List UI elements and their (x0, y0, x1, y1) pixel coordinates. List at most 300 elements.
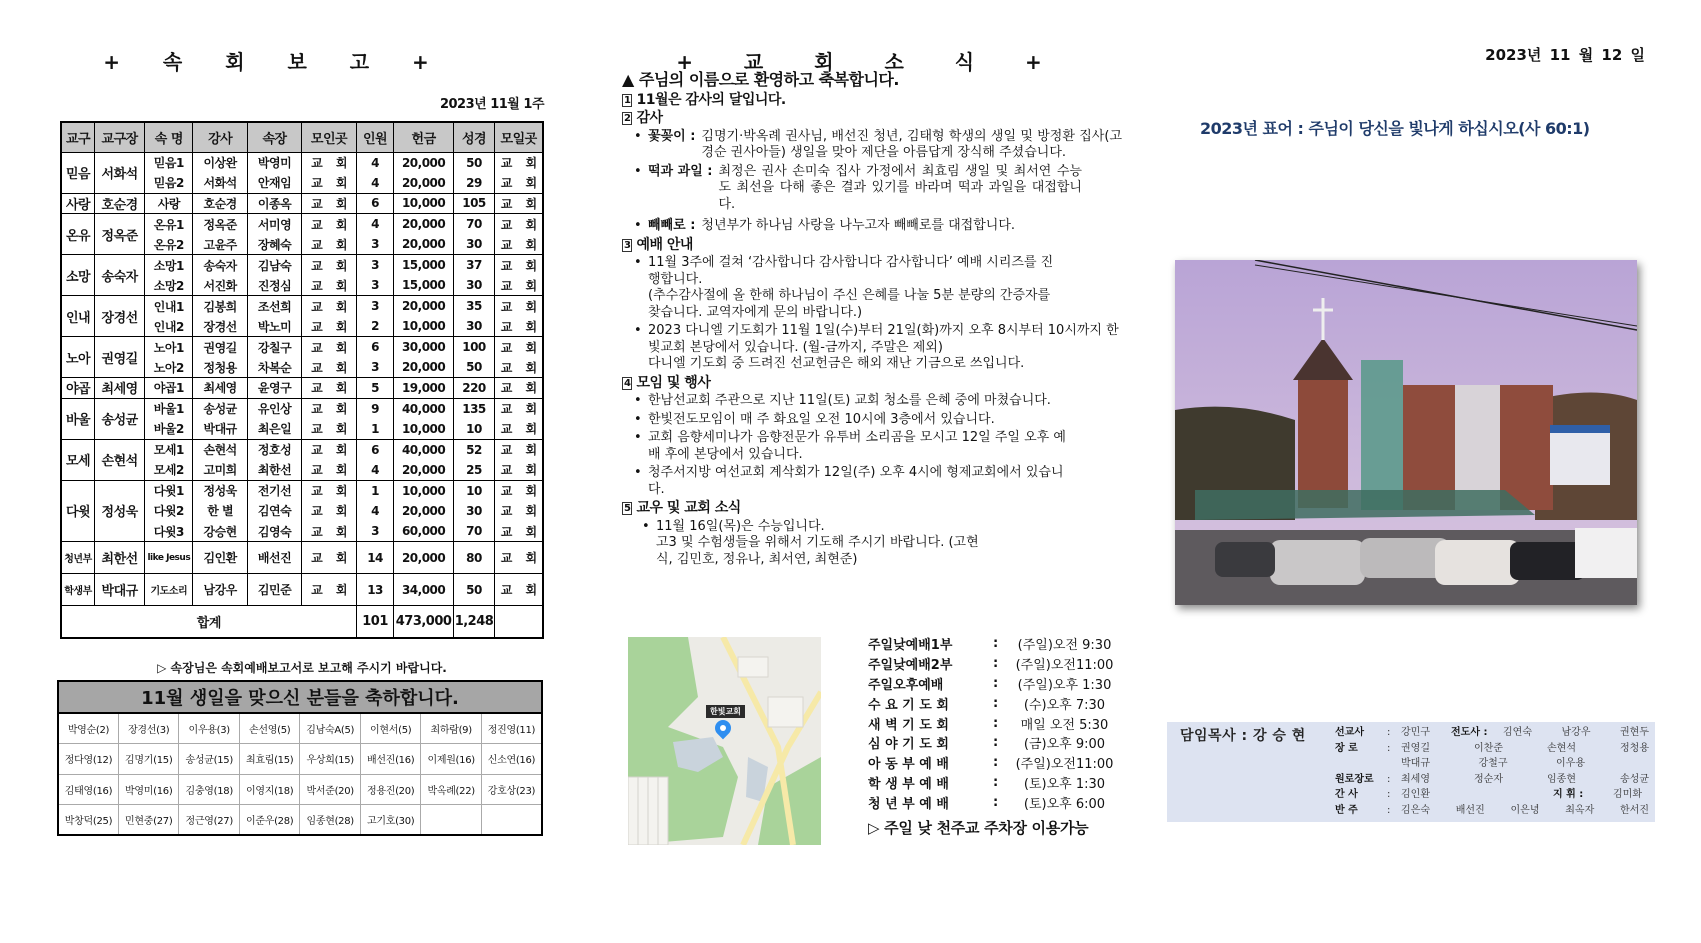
bible-chapters-cell: 30 (453, 234, 494, 255)
next-place-cell: 교 회 (495, 419, 543, 440)
meeting-place-cell: 교 회 (302, 521, 356, 542)
teacher-cell: 김인환 (193, 542, 247, 574)
service-time: (토)오후 6:00 (1023, 796, 1106, 812)
birthday-person: 박영순(2) (58, 713, 119, 744)
birthday-person: 최하람(9) (421, 713, 481, 744)
church-photo-graphic (1175, 260, 1637, 605)
meeting-place-cell: 교 회 (302, 357, 356, 378)
table-row (61, 574, 543, 606)
list-item (622, 255, 1122, 321)
bullet-icon: • (634, 430, 642, 445)
elder-names (1401, 741, 1655, 757)
bible-chapters-cell: 135 (453, 398, 494, 419)
staff-name: 임종현 (1547, 773, 1576, 785)
staff-name: 손현석 (1547, 742, 1576, 754)
birthday-person: 박옥례(22) (421, 774, 481, 805)
meeting-place-cell: 교 회 (302, 419, 356, 440)
offering-cell: 20,000 (394, 234, 453, 255)
colon-spacer (1387, 756, 1401, 772)
staff-name: 김은숙 (1401, 804, 1430, 816)
cell-name-cell: 다윗2 (145, 501, 193, 522)
colon: : (993, 656, 999, 672)
total-empty (495, 606, 543, 638)
birthday-person: 박영미(16) (119, 774, 179, 805)
bible-chapters-cell: 100 (453, 337, 494, 358)
meeting-place-cell: 교 회 (302, 480, 356, 501)
cell-leader-cell: 장혜숙 (247, 234, 301, 255)
table-row (61, 337, 543, 358)
offering-cell: 60,000 (394, 521, 453, 542)
district-cell: 노아 (61, 337, 95, 378)
teacher-cell: 서화석 (193, 173, 247, 194)
list-item (622, 519, 1122, 569)
birthday-person: 고기호(30) (360, 805, 420, 836)
staff-name: 박대규 (1401, 758, 1430, 769)
col-attendance: 인원 (356, 122, 394, 152)
cell-leader-cell: 김민준 (247, 574, 301, 606)
teacher-cell: 호순경 (193, 193, 247, 214)
birthday-person: 이준우(28) (239, 805, 299, 836)
bulletin-date: 2023년 11 월 12 일 (1485, 46, 1645, 64)
bullet-icon: • (634, 163, 642, 179)
total-offering: 473,000 (394, 606, 453, 638)
schedule-row (868, 753, 1118, 773)
cell-leader-cell: 강칠구 (247, 337, 301, 358)
bible-chapters-cell: 50 (453, 357, 494, 378)
attendance-cell: 4 (356, 460, 394, 481)
service-time: (수)오후 7:30 (1023, 697, 1106, 713)
total-count: 101 (356, 606, 394, 638)
schedule-row (868, 713, 1118, 733)
colon: : (993, 675, 999, 691)
service-schedule (868, 634, 1118, 838)
item-subtext: (추수감사절에 올 한해 하나님이 주신 은혜를 나눌 5분 분량의 간증자를 찾습니다. 교역자에게 문의 바랍니다.) (648, 288, 1051, 320)
section-title: 모임 및 행사 (636, 374, 711, 391)
teacher-cell: 정성욱 (193, 480, 247, 501)
birthday-person: 임종현(28) (300, 805, 361, 836)
next-place-cell: 교 회 (495, 214, 543, 235)
cell-name-cell: 다윗1 (145, 480, 193, 501)
section-number: 5 (624, 503, 631, 514)
bullet-icon: • (634, 393, 642, 408)
staff-row-elders-2 (1335, 756, 1655, 772)
district-cell: 바울 (61, 398, 95, 439)
meeting-place-cell: 교 회 (302, 296, 356, 317)
staff-row-steward (1335, 787, 1655, 803)
birthday-person: 김남숙A(5) (300, 713, 361, 744)
offering-cell: 19,000 (394, 378, 453, 399)
cell-leader-cell: 박노미 (247, 316, 301, 337)
item-text: 11월 16일(목)은 수능입니다. (656, 518, 825, 534)
attendance-cell: 3 (356, 357, 394, 378)
district-cell: 온유 (61, 214, 95, 255)
col-meeting-place: 모인곳 (302, 122, 356, 152)
item-text: 청주서지방 여선교회 계삭회가 12일(주) 오후 4시에 형제교회에서 있습니다. (648, 465, 1064, 497)
birthday-person: 이우용(3) (179, 713, 239, 744)
next-place-cell: 교 회 (495, 296, 543, 317)
next-place-cell: 교 회 (495, 173, 543, 194)
meeting-place-cell: 교 회 (302, 378, 356, 399)
birthday-person: 손선영(5) (239, 713, 299, 744)
district-leader-cell: 박대규 (95, 574, 145, 606)
meeting-place-cell: 교 회 (302, 275, 356, 296)
staff-name: 최옥자 (1565, 804, 1595, 816)
teacher-cell: 서진화 (193, 275, 247, 296)
attendance-cell: 4 (356, 214, 394, 235)
birthday-title: 11월 생일을 맞으신 분들을 축하합니다. (58, 681, 542, 713)
cell-name-cell: 바울2 (145, 419, 193, 440)
service-time: (토)오후 1:30 (1023, 776, 1106, 792)
meeting-place-cell: 교 회 (302, 234, 356, 255)
birthday-row (58, 713, 542, 744)
district-cell: 야곱 (61, 378, 95, 399)
cell-name-cell: 모세2 (145, 460, 193, 481)
next-place-cell: 교 회 (495, 501, 543, 522)
service-time: (주일)오전 9:30 (1017, 638, 1112, 654)
role-label: 선교사 (1335, 727, 1364, 738)
news-section-1 (622, 92, 1122, 109)
district-leader-cell: 최한선 (95, 542, 145, 574)
attendance-cell: 2 (356, 316, 394, 337)
cell-leader-cell: 정호성 (247, 439, 301, 460)
bible-chapters-cell: 80 (453, 542, 494, 574)
birthday-person: 박서준(20) (300, 774, 361, 805)
service-name: 심 야 기 도 회 (868, 737, 949, 753)
section-title: 11월은 감사의 달입니다. (636, 91, 786, 108)
cell-name-cell: 다윗3 (145, 521, 193, 542)
birthday-table (57, 680, 543, 836)
offering-cell: 34,000 (394, 574, 453, 606)
bible-chapters-cell: 30 (453, 316, 494, 337)
table-header-row (61, 122, 543, 152)
cell-name-cell: 노아2 (145, 357, 193, 378)
birthday-person: 이현서(5) (360, 713, 420, 744)
colon: : (993, 715, 999, 731)
birthday-person: 강호상(23) (481, 774, 542, 805)
meeting-place-cell: 교 회 (302, 460, 356, 481)
missionary-name: 강민구 (1401, 727, 1430, 738)
emeritus-names (1401, 772, 1655, 788)
offering-cell: 10,000 (394, 193, 453, 214)
report-week: 2023년 11월 1주 (439, 97, 544, 112)
schedule-row (868, 674, 1118, 694)
elder-names (1401, 756, 1655, 772)
attendance-cell: 3 (356, 521, 394, 542)
bible-chapters-cell: 30 (453, 275, 494, 296)
offering-cell: 20,000 (394, 460, 453, 481)
list-item (622, 323, 1122, 373)
section-number: 4 (624, 377, 631, 389)
cell-name-cell: 기도소리 (145, 574, 193, 606)
senior-pastor: 담임목사 : 강 승 현 (1180, 728, 1306, 744)
district-leader-cell: 권영길 (95, 337, 145, 378)
offering-cell: 15,000 (394, 255, 453, 276)
item-text: 김명기·박옥례 권사님, 배선진 청년, 김태형 학생의 생일 및 방정환 집사(고경순 권사아들) 생일을 맞아 제단을 아름답게 장식해 주셨습니다. (701, 128, 1122, 160)
colon: : (993, 695, 999, 711)
bible-chapters-cell: 37 (453, 255, 494, 276)
attendance-cell: 13 (356, 574, 394, 606)
attendance-cell: 1 (356, 419, 394, 440)
birthday-row (58, 805, 542, 836)
meeting-place-cell: 교 회 (302, 255, 356, 276)
district-leader-cell: 최세영 (95, 378, 145, 399)
staff-name: 남강우 (1561, 727, 1591, 738)
col-bible: 성경 (453, 122, 494, 152)
offering-cell: 20,000 (394, 501, 453, 522)
service-time: (주일)오후 1:30 (1017, 677, 1112, 693)
bible-chapters-cell: 70 (453, 521, 494, 542)
service-name: 주일오후예배 (868, 677, 944, 693)
cell-name-cell: 소망1 (145, 255, 193, 276)
schedule-row (868, 634, 1118, 654)
cell-leader-cell: 전기선 (247, 480, 301, 501)
cell-leader-cell: 진정심 (247, 275, 301, 296)
cell-leader-cell: 김연숙 (247, 501, 301, 522)
service-name: 수 요 기 도 회 (868, 697, 949, 713)
colon: : (1387, 804, 1391, 816)
colon: : (1387, 727, 1391, 738)
staff-name: 권현두 (1620, 727, 1649, 738)
next-place-cell: 교 회 (495, 460, 543, 481)
colon: : (993, 636, 999, 652)
next-place-cell: 교 회 (495, 542, 543, 574)
birthday-person: 장경선(3) (119, 713, 179, 744)
col-district-leader: 교구장 (95, 122, 145, 152)
bible-chapters-cell: 30 (453, 501, 494, 522)
attendance-cell: 1 (356, 480, 394, 501)
offering-cell: 20,000 (394, 357, 453, 378)
bible-chapters-cell: 50 (453, 574, 494, 606)
offering-cell: 15,000 (394, 275, 453, 296)
cell-name-cell: 바울1 (145, 398, 193, 419)
teacher-cell: 남강우 (193, 574, 247, 606)
birthday-person: 김충영(18) (179, 774, 239, 805)
birthday-person: 이영지(18) (239, 774, 299, 805)
cell-leader-cell: 이종옥 (247, 193, 301, 214)
teacher-cell: 이상완 (193, 152, 247, 173)
offering-cell: 10,000 (394, 316, 453, 337)
birthday-person: 우상희(15) (300, 744, 361, 775)
list-item (622, 393, 1122, 410)
table-row (61, 214, 543, 235)
birthday-person: 김태영(16) (58, 774, 119, 805)
year-motto: 2023년 표어 : 주님이 당신을 빛나게 하십시오(사 60:1) (1200, 119, 1590, 138)
offering-cell: 30,000 (394, 337, 453, 358)
role-label: 반 주 (1335, 804, 1358, 816)
meeting-place-cell: 교 회 (302, 439, 356, 460)
cell-leader-cell: 안재임 (247, 173, 301, 194)
district-leader-cell: 손현석 (95, 439, 145, 480)
district-cell: 인내 (61, 296, 95, 337)
offering-cell: 20,000 (394, 296, 453, 317)
birthday-person: 정용진(20) (360, 774, 420, 805)
district-leader-cell: 정옥준 (95, 214, 145, 255)
attendance-cell: 4 (356, 501, 394, 522)
colon: : (1387, 773, 1391, 785)
next-place-cell: 교 회 (495, 316, 543, 337)
schedule-row (868, 654, 1118, 674)
bullet-icon: • (634, 255, 642, 270)
staff-name: 송성균 (1620, 773, 1649, 785)
accompanist-names (1401, 803, 1655, 819)
next-place-cell: 교 회 (495, 255, 543, 276)
col-district: 교구 (61, 122, 95, 152)
bible-chapters-cell: 10 (453, 419, 494, 440)
attendance-cell: 3 (356, 255, 394, 276)
map-pin-label: 한빛교회 (706, 705, 745, 718)
item-text: 최정은 권사 손미숙 집사 가정에서 최효림 생일 및 최서연 수능도 최선을 다해 좋은 결과 있기를 바라며 떡과 과일을 대접합니다. (718, 163, 1082, 212)
table-row (61, 542, 543, 574)
news-title: + 교 회 소 식 + (676, 50, 1064, 74)
service-name: 주일낮예배2부 (868, 658, 953, 674)
church-location-map[interactable] (628, 637, 821, 845)
meeting-place-cell: 교 회 (302, 173, 356, 194)
birthday-row (58, 744, 542, 775)
next-place-cell: 교 회 (495, 480, 543, 501)
item-text: 교회 음향세미나가 음향전문가 유투버 소리곰을 모시고 12일 주일 오후 예배 후에 본당에서 있습니다. (648, 430, 1066, 462)
staff-name: 정청용 (1620, 742, 1649, 754)
conductor-name: 김미화 (1613, 789, 1642, 800)
cell-name-cell: 노아1 (145, 337, 193, 358)
staff-name: 최세영 (1401, 773, 1430, 785)
news-section-3 (622, 237, 1122, 254)
cell-leader-cell: 서미영 (247, 214, 301, 235)
teacher-cell: 최세영 (193, 378, 247, 399)
cell-name-cell: 믿음2 (145, 173, 193, 194)
total-label: 합계 (61, 606, 356, 638)
item-text: 청년부가 하나님 사랑을 나누고자 빼빼로를 대접합니다. (701, 218, 1016, 233)
bible-chapters-cell: 52 (453, 439, 494, 460)
offering-cell: 10,000 (394, 480, 453, 501)
colon: : (993, 735, 999, 751)
list-item (622, 218, 1122, 235)
section-number: 2 (624, 113, 631, 124)
district-leader-cell: 정성욱 (95, 480, 145, 542)
meeting-place-cell: 교 회 (302, 542, 356, 574)
table-row (61, 193, 543, 214)
cell-leader-cell: 박영미 (247, 152, 301, 173)
cell-name-cell: 야곱1 (145, 378, 193, 399)
table-row (61, 255, 543, 276)
schedule-list (868, 634, 1118, 812)
district-cell: 소망 (61, 255, 95, 296)
cell-report-table (60, 121, 544, 639)
service-name: 청 년 부 예 배 (868, 796, 949, 812)
col-cell-name: 속 명 (145, 122, 193, 152)
cell-name-cell: 모세1 (145, 439, 193, 460)
staff-name: 김연숙 (1503, 727, 1532, 738)
service-name: 새 벽 기 도 회 (868, 717, 949, 733)
staff-name: 정순자 (1474, 773, 1503, 785)
cell-name-cell: 믿음1 (145, 152, 193, 173)
news-section-2 (622, 110, 1122, 127)
section-title: 예배 안내 (636, 236, 693, 253)
evangelist-names (1503, 725, 1655, 741)
service-time: (주일)오전11:00 (1015, 757, 1114, 773)
meeting-place-cell: 교 회 (302, 398, 356, 419)
service-time: (주일)오전11:00 (1015, 658, 1114, 674)
cell-name-cell: 소망2 (145, 275, 193, 296)
section-title: 교우 및 교회 소식 (636, 500, 741, 516)
district-cell: 믿음 (61, 152, 95, 193)
report-title: + 속 회 보 고 + (103, 50, 447, 74)
staff-name: 강철구 (1478, 758, 1508, 769)
teacher-cell: 권영길 (193, 337, 247, 358)
birthday-person: 이제원(16) (421, 744, 481, 775)
table-row (61, 398, 543, 419)
role-label: 장 로 (1335, 742, 1358, 754)
service-name: 주일낮예배1부 (868, 638, 953, 654)
cell-leader-cell: 유인상 (247, 398, 301, 419)
district-leader-cell: 서화석 (95, 152, 145, 193)
meeting-place-cell: 교 회 (302, 193, 356, 214)
service-name: 아 동 부 예 배 (868, 757, 949, 773)
next-place-cell: 교 회 (495, 439, 543, 460)
section-number: 1 (624, 94, 631, 106)
birthday-person: 민현중(27) (119, 805, 179, 836)
colon: : (993, 774, 999, 790)
attendance-cell: 6 (356, 439, 394, 460)
cell-leader-cell: 차복순 (247, 357, 301, 378)
cell-name-cell: 인내1 (145, 296, 193, 317)
staff-row-elders (1335, 741, 1655, 757)
teacher-cell: 고미희 (193, 460, 247, 481)
total-bible: 1,248 (453, 606, 494, 638)
report-body (61, 152, 543, 606)
attendance-cell: 4 (356, 173, 394, 194)
list-item (622, 430, 1122, 463)
col-offering: 헌금 (394, 122, 453, 152)
next-place-cell: 교 회 (495, 234, 543, 255)
cell-leader-cell: 김남숙 (247, 255, 301, 276)
birthday-person: 송성균(15) (179, 744, 239, 775)
birthday-person: 정진영(11) (481, 713, 542, 744)
col-teacher: 강사 (193, 122, 247, 152)
cell-name-cell: 온유1 (145, 214, 193, 235)
offering-cell: 40,000 (394, 439, 453, 460)
district-cell: 청년부 (61, 542, 95, 574)
schedule-row (868, 733, 1118, 753)
bible-chapters-cell: 35 (453, 296, 494, 317)
cell-name-cell: 사랑 (145, 193, 193, 214)
schedule-row (868, 773, 1118, 793)
district-cell: 사랑 (61, 193, 95, 214)
item-label: 빼빼로 : (648, 218, 696, 233)
attendance-cell: 3 (356, 234, 394, 255)
staff-name: 권영길 (1401, 742, 1430, 754)
district-leader-cell: 호순경 (95, 193, 145, 214)
teacher-cell: 장경선 (193, 316, 247, 337)
cell-leader-cell: 배선진 (247, 542, 301, 574)
next-place-cell: 교 회 (495, 193, 543, 214)
item-text: 한남선교회 주관으로 지난 11일(토) 교회 청소를 은혜 중에 마쳤습니다. (648, 393, 1051, 408)
section-number: 3 (624, 239, 631, 251)
attendance-cell: 4 (356, 152, 394, 173)
birthday-row (58, 774, 542, 805)
teacher-cell: 송숙자 (193, 255, 247, 276)
col-cell-leader: 속장 (247, 122, 301, 152)
table-row (61, 296, 543, 317)
bullet-icon: • (642, 518, 650, 534)
next-place-cell: 교 회 (495, 357, 543, 378)
item-text: 11월 3주에 걸쳐 ‘감사합니다 감사합니다 감사합니다’ 예배 시리즈를 진행합니다. (648, 255, 1054, 287)
colon: : (1387, 789, 1391, 800)
schedule-row (868, 693, 1118, 713)
offering-cell: 40,000 (394, 398, 453, 419)
item-subtext: 다니엘 기도회 중 드려진 선교헌금은 해외 재난 기금으로 쓰입니다. (648, 356, 1025, 371)
bible-chapters-cell: 70 (453, 214, 494, 235)
district-cell: 모세 (61, 439, 95, 480)
